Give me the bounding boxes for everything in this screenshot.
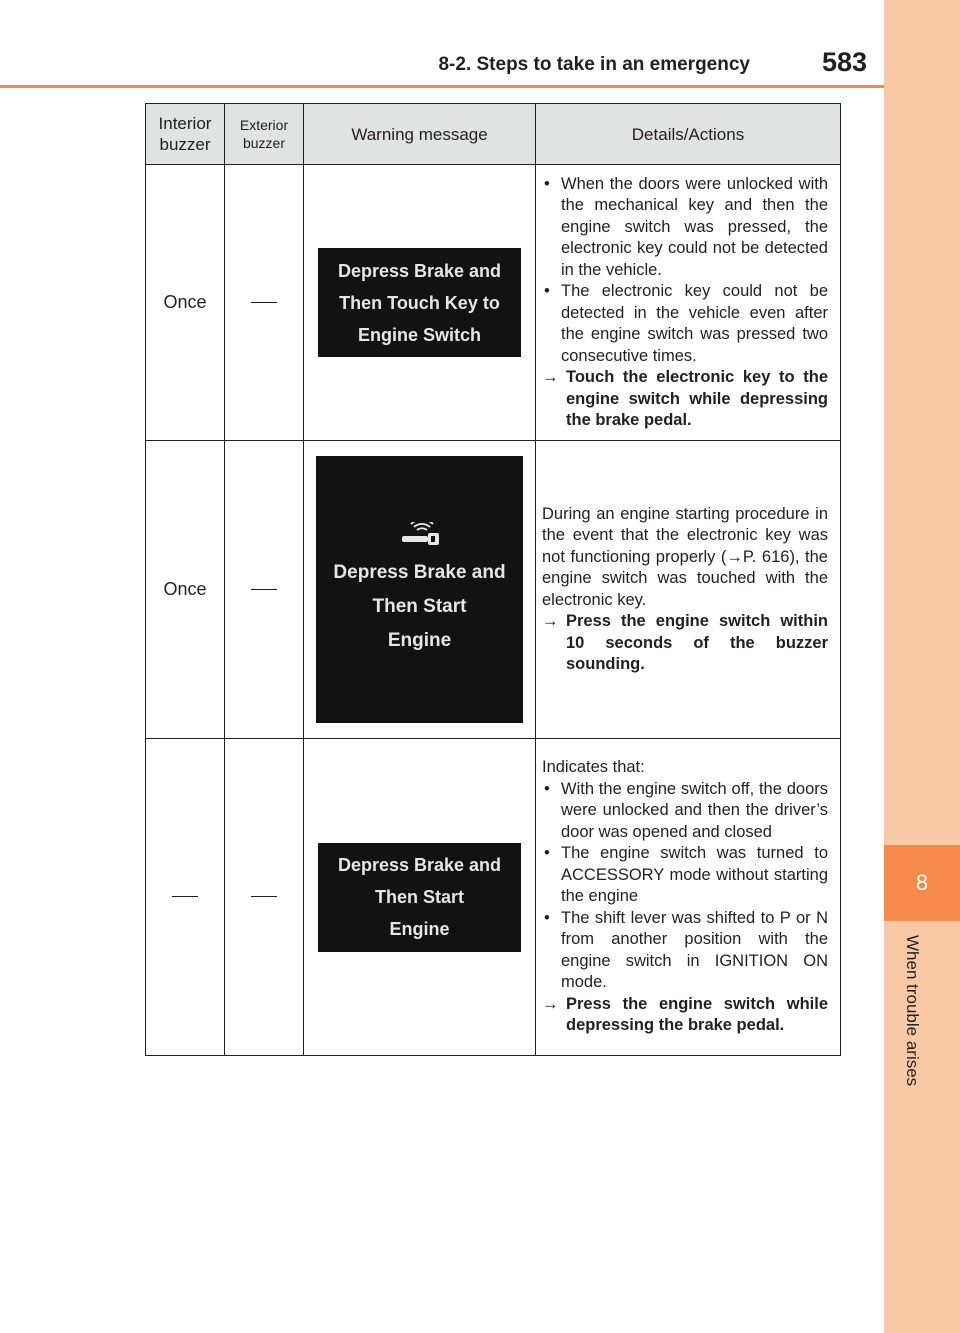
arrow-icon: → <box>542 368 559 386</box>
column-header-interior: Interior buzzer <box>146 104 225 165</box>
details-cell <box>536 441 841 739</box>
warning-text-line: Engine <box>387 629 452 651</box>
table-header-row <box>146 104 841 165</box>
warning-text-line: Depress Brake and <box>337 855 502 875</box>
column-header-exterior: Exterior buzzer <box>225 104 304 165</box>
warning-text-line: Then Start <box>374 887 464 907</box>
interior-buzzer-cell <box>146 739 225 1056</box>
chapter-number-tab: 8 <box>884 845 960 921</box>
table-row <box>146 739 841 1056</box>
detail-bullet: • The electronic key could not be detected in the vehicle even after the engine switch was pressed two consecutive times. <box>542 281 828 367</box>
warning-display <box>318 248 521 357</box>
chapter-title-vertical: When trouble arises <box>903 935 922 1087</box>
warning-table <box>145 103 841 1056</box>
detail-paragraph: During an engine starting procedure in the event that the electronic key was not functioning properly (→P. 616), the engine switch was touched with the electronic key. <box>542 504 828 609</box>
detail-bullet: • The shift lever was shifted to P or N from another position with the engine switch in IGNITION ON mode. <box>542 908 828 994</box>
warning-text-line: Then Start <box>372 595 467 617</box>
header-divider <box>0 85 884 88</box>
exterior-buzzer-cell <box>225 441 304 739</box>
details-cell <box>536 165 841 441</box>
column-header-details: Details/Actions <box>536 104 841 165</box>
exterior-buzzer-cell <box>225 165 304 441</box>
exterior-buzzer-cell <box>225 739 304 1056</box>
warning-text-line: Engine Switch <box>357 324 481 345</box>
warning-message-cell <box>304 165 536 441</box>
warning-display <box>316 456 523 723</box>
warning-text-line: Depress Brake and <box>337 260 502 281</box>
key-touch-icon <box>397 522 443 548</box>
warning-text-line: Depress Brake and <box>333 561 506 583</box>
detail-intro: Indicates that: <box>542 758 645 777</box>
action-instruction: → Press the engine switch within 10 seconds of the buzzer sounding. <box>542 612 828 673</box>
dash-mark <box>172 896 198 897</box>
warning-text-line: Then Touch Key to <box>339 292 500 313</box>
interior-buzzer-cell: Once <box>146 441 225 739</box>
interior-buzzer-cell: Once <box>146 165 225 441</box>
table-row <box>146 165 841 441</box>
warning-message-cell <box>304 441 536 739</box>
detail-bullet: • With the engine switch off, the doors were unlocked and then the driver’s door was opened and closed <box>542 779 828 844</box>
action-instruction: → Touch the electronic key to the engine switch while depressing the brake pedal. <box>542 368 828 429</box>
page-number: 583 <box>822 47 868 77</box>
arrow-icon: → <box>542 994 559 1013</box>
warning-text-line: Engine <box>389 919 450 939</box>
warning-display <box>318 843 521 952</box>
arrow-icon: → <box>542 612 559 630</box>
action-instruction: → Press the engine switch while depressing the brake pedal. <box>542 994 828 1035</box>
dash-mark <box>251 302 277 303</box>
warning-message-cell <box>304 739 536 1056</box>
detail-bullet: • The engine switch was turned to ACCESSORY mode without starting the engine <box>542 843 828 908</box>
details-cell <box>536 739 841 1056</box>
dash-mark <box>251 589 277 590</box>
section-title: 8-2. Steps to take in an emergency <box>438 54 750 75</box>
detail-bullet: • When the doors were unlocked with the mechanical key and then the engine switch was pressed, the electronic key could not be detected in the vehicle. <box>542 174 828 282</box>
side-tab <box>884 0 960 1333</box>
column-header-warning-message: Warning message <box>304 104 536 165</box>
dash-mark <box>251 896 277 897</box>
table-row <box>146 441 841 739</box>
